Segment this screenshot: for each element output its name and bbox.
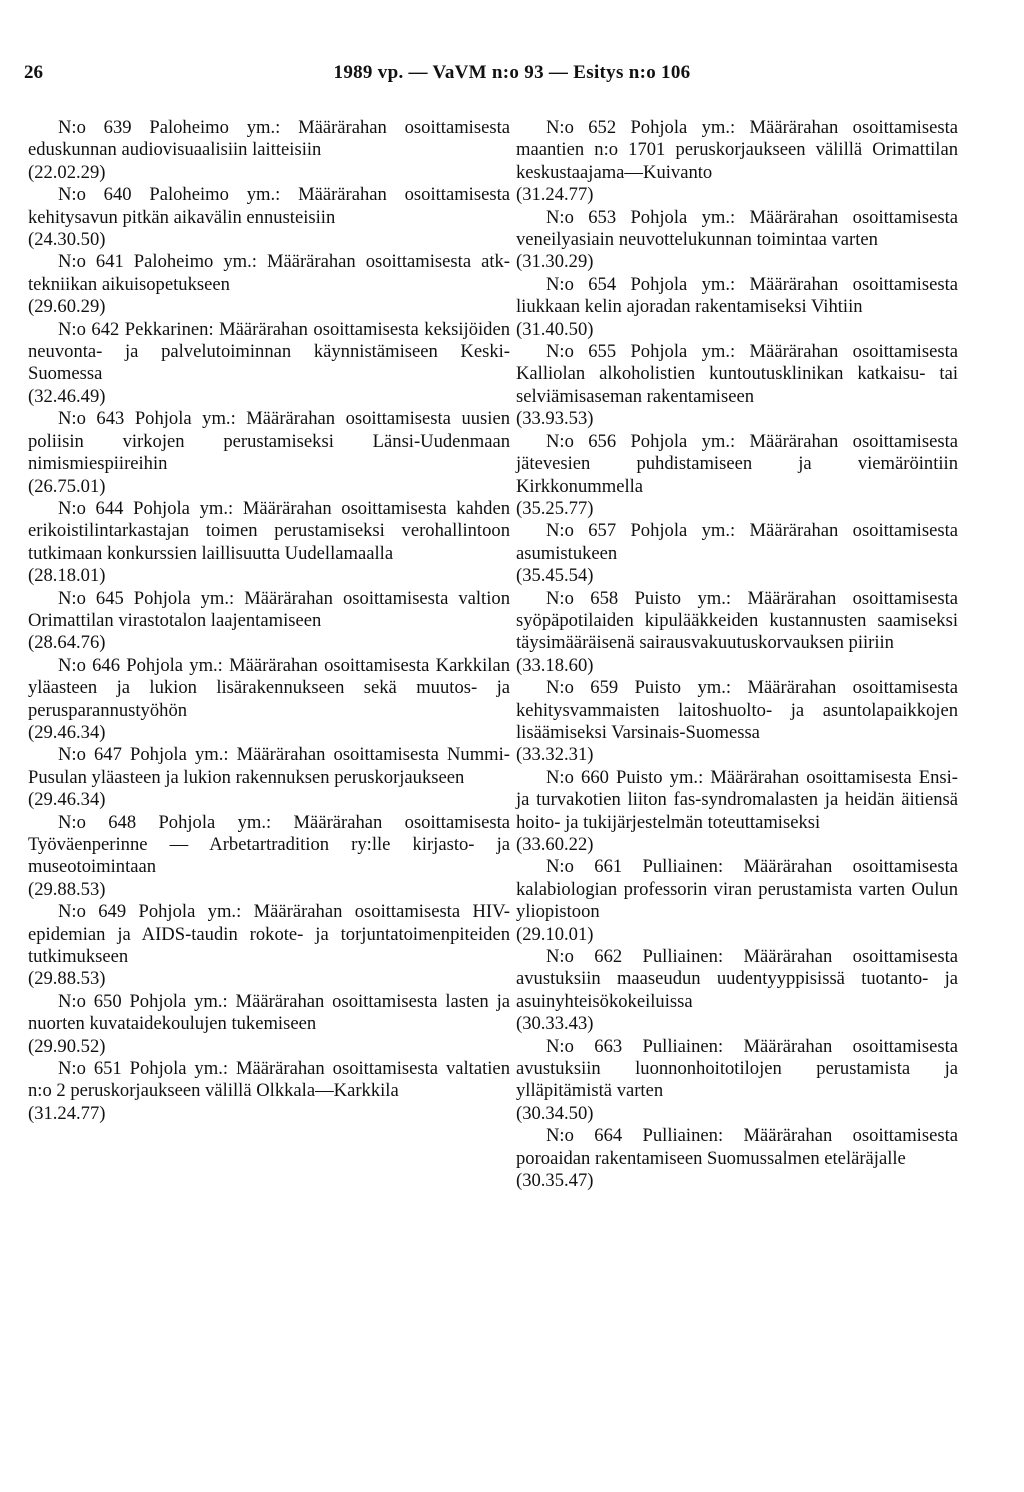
budget-item-code: (32.46.49) <box>28 385 106 407</box>
motion-entry <box>516 431 958 521</box>
motion-entry <box>516 1125 958 1192</box>
motion-entry <box>516 767 958 857</box>
budget-item-code: (33.93.53) <box>516 408 594 430</box>
motion-entry <box>516 341 958 431</box>
budget-item-code: (33.60.22) <box>516 834 594 855</box>
motion-description: N:o 657 Pohjola ym.: Määrärahan osoittamisesta asumistukeen <box>516 520 958 564</box>
budget-item-code: (29.90.52) <box>28 1035 106 1057</box>
motion-entry <box>28 744 510 811</box>
motion-entry <box>516 946 958 1036</box>
motion-entry <box>28 991 510 1058</box>
budget-item-code: (33.32.31) <box>516 744 594 766</box>
motion-entry <box>28 498 510 588</box>
budget-item-code: (28.18.01) <box>28 565 106 587</box>
motion-entry <box>28 117 510 184</box>
motion-entry <box>516 1036 958 1126</box>
budget-item-code: (31.24.77) <box>516 184 594 206</box>
motion-description: N:o 648 Pohjola ym.: Määrärahan osoittamisesta Työväenperinne — Arbetartradition ry:lle kirjasto- ja museotoimintaan <box>28 811 510 878</box>
motion-entry <box>28 588 510 655</box>
motion-entry <box>28 812 510 902</box>
motion-description: N:o 646 Pohjola ym.: Määrärahan osoittamisesta Karkkilan yläasteen ja lukion lisärakennukseen sekä muutos- ja perusparannustyöhön <box>28 654 510 721</box>
page-number: 26 <box>24 62 43 83</box>
budget-item-code: (33.18.60) <box>516 654 594 676</box>
budget-item-code: (35.45.54) <box>516 565 594 587</box>
motion-description: N:o 654 Pohjola ym.: Määrärahan osoittamisesta liukkaan kelin ajoradan rakentamiseksi Vihtiin <box>516 273 958 318</box>
motion-description: N:o 656 Pohjola ym.: Määrärahan osoittamisesta jätevesien puhdistamiseen ja viemäröintiin Kirkkonummella <box>516 430 958 497</box>
budget-item-code: (29.88.53) <box>28 968 106 990</box>
motion-description: N:o 662 Pulliainen: Määrärahan osoittamisesta avustuksiin maaseudun uudentyyppisissä tuotanto- ja asuinyhteisökokeiluissa <box>516 946 958 1012</box>
left-column <box>28 117 510 1125</box>
motion-entry <box>516 117 958 207</box>
motion-description: N:o 653 Pohjola ym.: Määrärahan osoittamisesta veneilyasiain neuvottelukunnan toimintaa varten <box>516 206 958 251</box>
running-header: 1989 vp. — VaVM n:o 93 — Esitys n:o 106 <box>333 62 691 83</box>
motion-entry <box>28 901 510 991</box>
motion-description: N:o 652 Pohjola ym.: Määrärahan osoittamisesta maantien n:o 1701 peruskorjaukseen välillä Orimattilan keskustaajama—Kuivanto <box>516 117 958 183</box>
budget-item-code: (30.33.43) <box>516 1013 594 1035</box>
budget-item-code: (31.24.77) <box>28 1102 106 1124</box>
motion-entry <box>516 856 958 946</box>
motion-entry <box>516 588 958 678</box>
motion-description: N:o 642 Pekkarinen: Määrärahan osoittamisesta keksijöiden neuvonta- ja palvelutoiminnan käynnistämiseen Keski-Suomessa <box>28 318 510 385</box>
budget-item-code: (29.46.34) <box>28 789 106 811</box>
motion-description: N:o 643 Pohjola ym.: Määrärahan osoittamisesta uusien poliisin virkojen perustamiseksi Länsi-Uudenmaan nimismiespiireihin <box>28 408 510 475</box>
right-column <box>516 117 958 1193</box>
motion-description: N:o 650 Pohjola ym.: Määrärahan osoittamisesta lasten ja nuorten kuvataidekoulujen tukemiseen <box>28 990 510 1035</box>
motion-entry <box>28 184 510 251</box>
motion-entry <box>516 274 958 341</box>
motion-description: N:o 649 Pohjola ym.: Määrärahan osoittamisesta HIV-epidemian ja AIDS-taudin rokote- ja torjuntatoimenpiteiden tutkimukseen <box>28 901 510 968</box>
budget-item-code: (31.40.50) <box>516 318 594 340</box>
motion-description: N:o 645 Pohjola ym.: Määrärahan osoittamisesta valtion Orimattilan virastotalon laajentamiseen <box>28 587 510 631</box>
budget-item-code: (30.35.47) <box>516 1170 594 1192</box>
budget-item-code: (29.10.01) <box>516 923 594 945</box>
motion-description: N:o 641 Paloheimo ym.: Määrärahan osoittamisesta atk-tekniikan aikuisopetukseen <box>28 251 510 295</box>
budget-item-code: (35.25.77) <box>516 497 594 519</box>
budget-item-code: (29.46.34) <box>28 721 106 743</box>
budget-item-code: (29.88.53) <box>28 878 106 900</box>
motion-description: N:o 661 Pulliainen: Määrärahan osoittamisesta kalabiologian professorin viran perustamista varten Oulun yliopistoon <box>516 856 958 923</box>
motion-entry <box>28 655 510 745</box>
motion-entry <box>516 207 958 274</box>
motion-description: N:o 655 Pohjola ym.: Määrärahan osoittamisesta Kalliolan alkoholistien kuntoutusklinikan katkaisu- tai selviämisaseman rakentamiseen <box>516 341 958 407</box>
budget-item-code: (30.34.50) <box>516 1102 594 1124</box>
motion-description: N:o 660 Puisto ym.: Määrärahan osoittamisesta Ensi- ja turvakotien liiton fas-syndromalasten ja heidän äitiensä hoito- ja tukijärjestelmän toteuttamiseksi <box>516 766 958 833</box>
motion-entry <box>28 251 510 318</box>
motion-description: N:o 651 Pohjola ym.: Määrärahan osoittamisesta valtatien n:o 2 peruskorjaukseen välillä Olkkala—Karkkila <box>28 1058 510 1102</box>
budget-item-code: (22.02.29) <box>28 161 106 183</box>
motion-entry <box>28 408 510 498</box>
motion-description: N:o 644 Pohjola ym.: Määrärahan osoittamisesta kahden erikoistilintarkastajan toimen perustamiseksi verohallintoon tutkimaan konkurssien laillisuutta Uudellamaalla <box>28 497 510 564</box>
budget-item-code: (31.30.29) <box>516 251 594 273</box>
motion-description: N:o 640 Paloheimo ym.: Määrärahan osoittamisesta kehitysavun pitkän aikavälin ennusteisiin <box>28 184 510 228</box>
motion-entry <box>28 319 510 409</box>
motion-entry <box>516 520 958 587</box>
budget-item-code: (29.60.29) <box>28 296 106 318</box>
motion-description: N:o 647 Pohjola ym.: Määrärahan osoittamisesta Nummi-Pusulan yläasteen ja lukion rakennuksen peruskorjaukseen <box>28 744 510 788</box>
motion-description: N:o 659 Puisto ym.: Määrärahan osoittamisesta kehitysvammaisten laitoshuolto- ja asuntolapaikkojen lisäämiseksi Varsinais-Suomessa <box>516 677 958 743</box>
budget-item-code: (26.75.01) <box>28 475 106 497</box>
motion-description: N:o 658 Puisto ym.: Määrärahan osoittamisesta syöpäpotilaiden kipulääkkeiden kustannusten saamiseksi täysimääräisenä sairausvakuutuskorvauksen piiriin <box>516 587 958 654</box>
motion-description: N:o 664 Pulliainen: Määrärahan osoittamisesta poroaidan rakentamiseen Suomussalmen eteläräjalle <box>516 1125 958 1169</box>
budget-item-code: (24.30.50) <box>28 229 106 251</box>
budget-item-code: (28.64.76) <box>28 632 106 654</box>
motion-description: N:o 639 Paloheimo ym.: Määrärahan osoittamisesta eduskunnan audiovisuaalisiin laitteisiin <box>28 117 510 161</box>
motion-entry <box>516 677 958 767</box>
motion-description: N:o 663 Pulliainen: Määrärahan osoittamisesta avustuksiin luonnonhoitotilojen perustamista ja ylläpitämistä varten <box>516 1035 958 1102</box>
motion-entry <box>28 1058 510 1125</box>
